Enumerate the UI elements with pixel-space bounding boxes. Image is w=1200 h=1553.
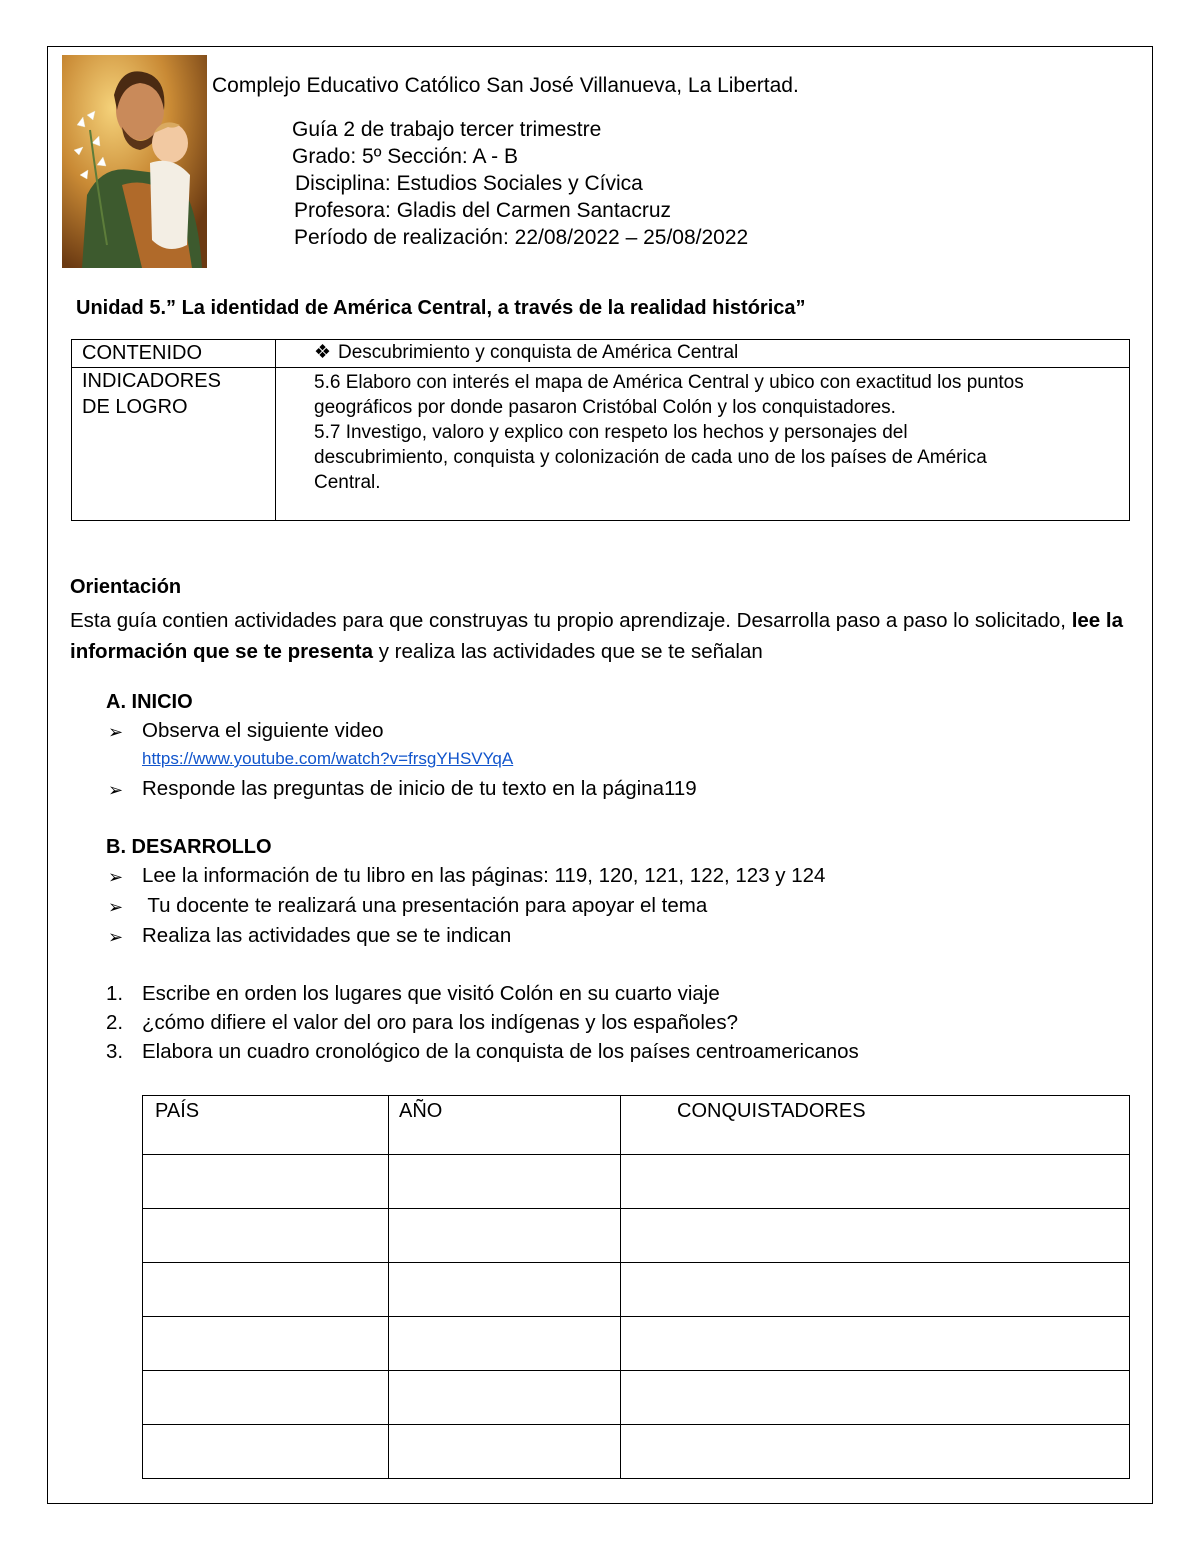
indicator-line: 5.7 Investigo, valoro y explico con respeto los hechos y personajes del <box>314 422 908 443</box>
conquistadores-cell[interactable] <box>621 1317 1130 1371</box>
indicator-line: descubrimiento, conquista y colonización de cada uno de los países de América <box>314 447 987 468</box>
school-name: Complejo Educativo Católico San José Villanueva, La Libertad. <box>212 74 799 97</box>
table-row <box>143 1155 1130 1209</box>
video-link[interactable]: https://www.youtube.com/watch?v=frsgYHSVYqA <box>142 749 514 768</box>
desarrollo-item: Tu docente te realizará una presentación para apoyar el tema <box>142 894 708 917</box>
ano-cell[interactable] <box>389 1209 621 1263</box>
table-row <box>143 1263 1130 1317</box>
orientation-text-part-2: y realiza las actividades que se te señalan <box>373 640 763 663</box>
indicator-line: Central. <box>314 472 381 493</box>
ano-cell[interactable] <box>389 1425 621 1479</box>
indicadores-cell <box>276 368 1130 521</box>
pais-cell[interactable] <box>143 1155 389 1209</box>
diamond-bullet-icon: ❖ <box>314 342 332 363</box>
table-row <box>143 1425 1130 1479</box>
arrow-bullet-icon: ➢ <box>108 897 124 917</box>
pais-cell[interactable] <box>143 1425 389 1479</box>
discipline: Disciplina: Estudios Sociales y Cívica <box>295 172 643 195</box>
grade-section: Grado: 5º Sección: A - B <box>292 145 518 168</box>
content-table <box>71 339 1130 521</box>
activity-text: ¿cómo difiere el valor del oro para los indígenas y los españoles? <box>142 1011 738 1034</box>
orientation-text <box>70 605 1130 667</box>
ano-cell[interactable] <box>389 1317 621 1371</box>
pais-cell[interactable] <box>143 1317 389 1371</box>
indicadores-label-line-1: INDICADORES <box>82 370 221 392</box>
ano-cell[interactable] <box>389 1155 621 1209</box>
content-row <box>72 340 1130 368</box>
desarrollo-item: Realiza las actividades que se te indican <box>142 924 512 947</box>
activity-number: 3. <box>106 1040 124 1063</box>
inicio-item-video: Observa el siguiente video <box>142 719 384 742</box>
indicadores-label <box>72 368 276 521</box>
indicators-row <box>72 368 1130 521</box>
activity-text: Elabora un cuadro cronológico de la conquista de los países centroamericanos <box>142 1040 859 1063</box>
orientation-text-bold: lee la información que se te presenta <box>70 609 1123 663</box>
ano-cell[interactable] <box>389 1263 621 1317</box>
contenido-label: CONTENIDO <box>72 340 276 368</box>
arrow-bullet-icon: ➢ <box>108 867 124 887</box>
orientation-title: Orientación <box>70 576 182 598</box>
table-row <box>143 1371 1130 1425</box>
contenido-value: Descubrimiento y conquista de América Central <box>338 342 739 363</box>
conquistadores-cell[interactable] <box>621 1425 1130 1479</box>
inicio-item-questions: Responde las preguntas de inicio de tu texto en la página119 <box>142 777 697 800</box>
ano-cell[interactable] <box>389 1371 621 1425</box>
header-ano: AÑO <box>389 1096 621 1155</box>
pais-cell[interactable] <box>143 1263 389 1317</box>
arrow-bullet-icon: ➢ <box>108 780 124 800</box>
chronology-table <box>142 1095 1130 1479</box>
table-row <box>143 1209 1130 1263</box>
pais-cell[interactable] <box>143 1209 389 1263</box>
conquistadores-cell[interactable] <box>621 1209 1130 1263</box>
activity-number: 1. <box>106 982 124 1005</box>
arrow-bullet-icon: ➢ <box>108 722 124 742</box>
indicator-line: 5.6 Elaboro con interés el mapa de América Central y ubico con exactitud los puntos <box>314 372 1024 393</box>
orientation-text-part-1: Esta guía contien actividades para que construyas tu propio aprendizaje. Desarrolla paso a paso lo solicitado, <box>70 609 1072 632</box>
header-pais: PAÍS <box>143 1096 389 1155</box>
inicio-title: A. INICIO <box>106 691 193 713</box>
arrow-bullet-icon: ➢ <box>108 927 124 947</box>
unit-title: Unidad 5.” La identidad de América Central, a través de la realidad histórica” <box>76 297 806 319</box>
activity-text: Escribe en orden los lugares que visitó Colón en su cuarto viaje <box>142 982 720 1005</box>
teacher: Profesora: Gladis del Carmen Santacruz <box>294 199 672 222</box>
saint-joseph-portrait <box>62 55 207 268</box>
header-conquistadores: CONQUISTADORES <box>621 1096 1130 1155</box>
conquistadores-cell[interactable] <box>621 1263 1130 1317</box>
desarrollo-title: B. DESARROLLO <box>106 836 272 858</box>
indicadores-label-line-2: DE LOGRO <box>82 396 188 418</box>
pais-cell[interactable] <box>143 1371 389 1425</box>
guide-title: Guía 2 de trabajo tercer trimestre <box>292 118 602 141</box>
table-row <box>143 1317 1130 1371</box>
contenido-cell <box>276 340 1130 368</box>
chronology-header-row <box>143 1096 1130 1155</box>
activity-number: 2. <box>106 1011 124 1034</box>
conquistadores-cell[interactable] <box>621 1155 1130 1209</box>
desarrollo-item: Lee la información de tu libro en las páginas: 119, 120, 121, 122, 123 y 124 <box>142 864 826 887</box>
indicator-line: geográficos por donde pasaron Cristóbal Colón y los conquistadores. <box>314 397 896 418</box>
period: Período de realización: 22/08/2022 – 25/08/2022 <box>294 226 749 249</box>
conquistadores-cell[interactable] <box>621 1371 1130 1425</box>
